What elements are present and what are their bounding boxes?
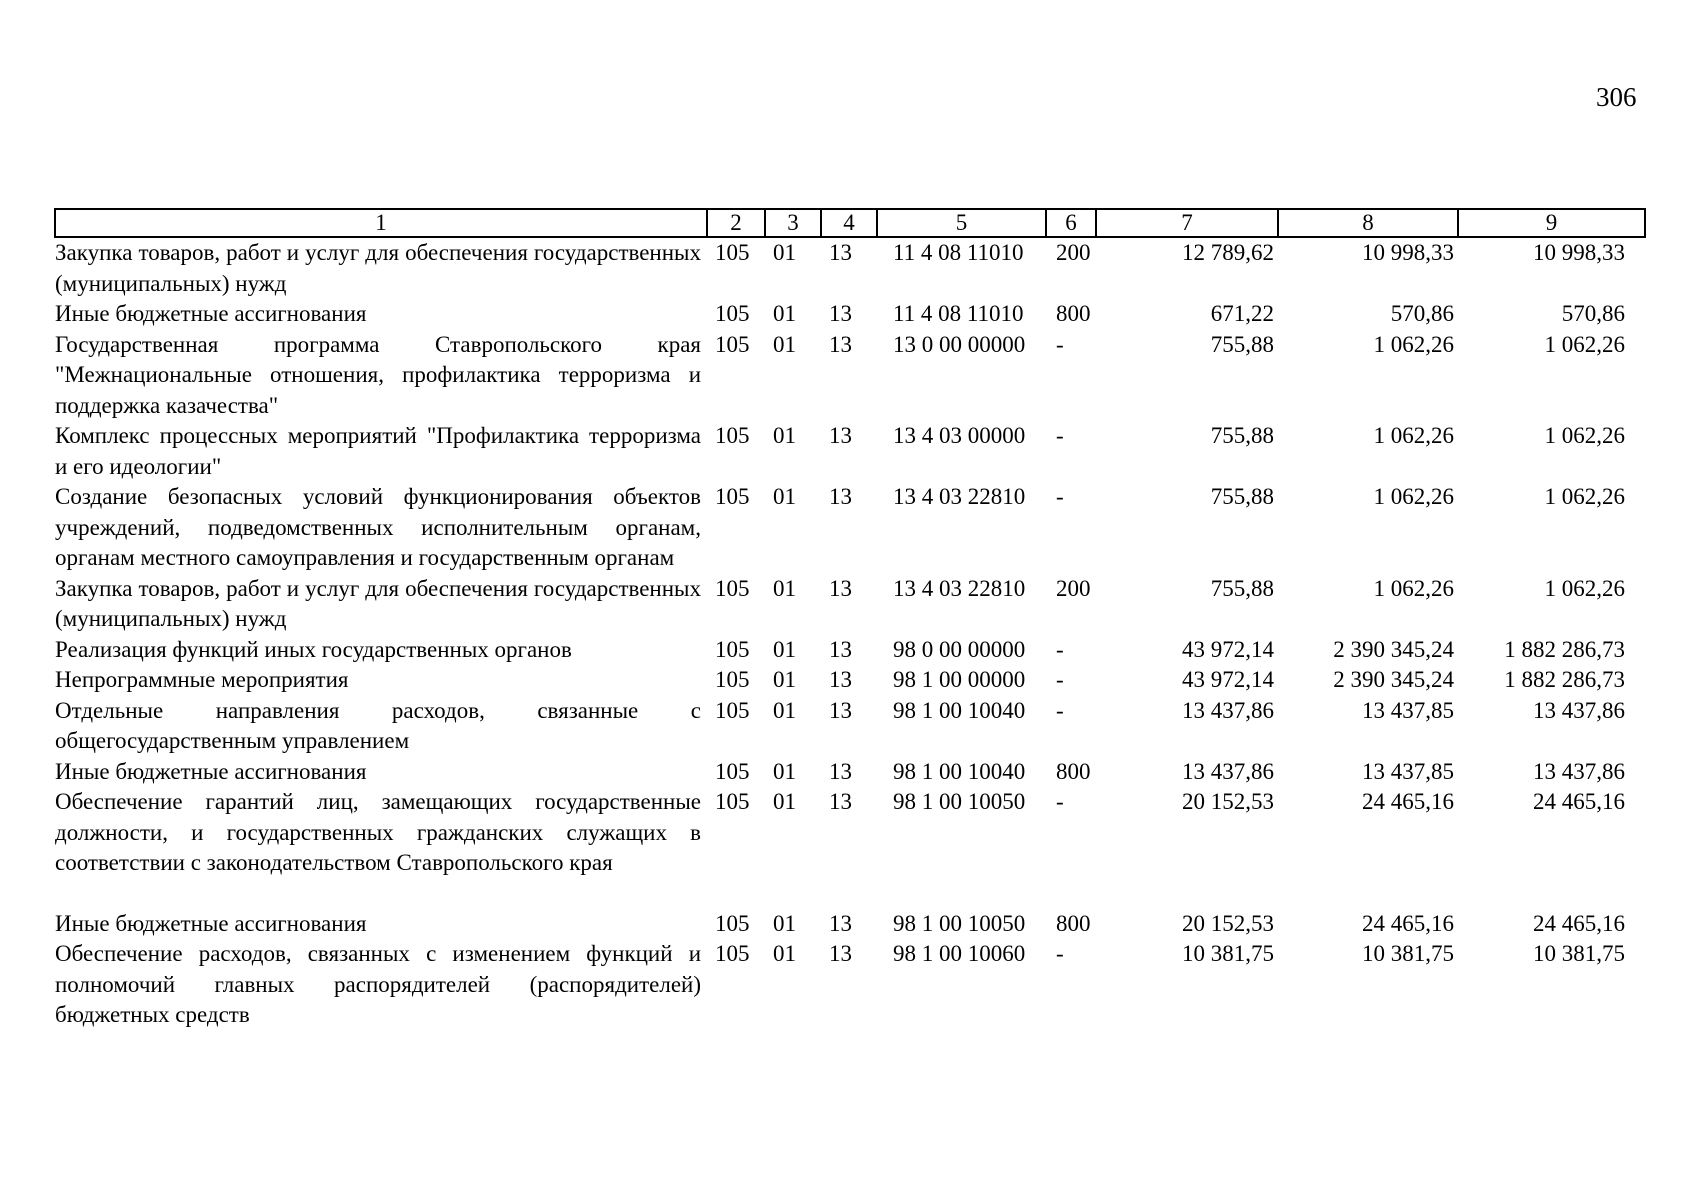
subsection-code: 13 [829,301,852,326]
expense-name: Непрограммные мероприятия [55,667,349,692]
amount-col-9: 1 882 286,73 [1504,667,1625,692]
amount-col-8: 1 062,26 [1373,484,1454,509]
target-article-code: 11 4 08 11010 [893,301,1024,326]
target-article-code: 11 4 08 11010 [893,240,1024,265]
section-code: 01 [773,301,796,326]
subsection-code: 13 [829,789,852,814]
target-article-code: 13 4 03 22810 [893,484,1026,509]
amount-col-8: 10 998,33 [1362,240,1454,265]
column-header: 6 [1046,209,1096,237]
subsection-code: 13 [829,240,852,265]
ministry-code: 105 [715,758,750,784]
section-code: 01 [773,758,796,784]
section-code: 01 [773,941,796,966]
section-code: 01 [773,484,796,509]
subsection-code: 13 [829,423,852,448]
expense-name: Обеспечение гарантий лиц, замещающих государственные должности, и государственных гражданских служащих в соответствии с законодательством Ставропольского края [55,789,701,875]
column-header: 3 [765,209,821,237]
expense-type-code: - [1056,941,1064,966]
ministry-code: 105 [715,331,750,357]
amount-col-7: 671,22 [1210,301,1274,326]
amount-col-7: 755,88 [1210,331,1274,357]
expense-name: Обеспечение расходов, связанных с изменением функций и полномочий главных распорядителей (распорядителей) бюджетных средств [55,941,701,1027]
expense-type-code: 800 [1056,758,1091,784]
expense-name: Государственная программа Ставропольского края "Межнациональные отношения, профилактика терроризма и поддержка казачества" [55,331,701,418]
section-code: 01 [773,667,796,692]
ministry-code: 105 [715,240,750,265]
target-article-code: 98 1 00 10050 [893,910,1026,936]
expense-name: Иные бюджетные ассигнования [55,910,367,936]
amount-col-7: 20 152,53 [1182,789,1274,814]
ministry-code: 105 [715,575,750,601]
column-header: 9 [1458,209,1645,237]
expense-name: Отдельные направления расходов, связанные с общегосударственным управлением [55,697,701,753]
expense-type-code: - [1056,331,1064,357]
expense-type-code: - [1056,667,1064,692]
expense-type-code: 800 [1056,301,1091,326]
ministry-code: 105 [715,423,750,448]
table-row [55,482,1645,574]
amount-col-8: 10 381,75 [1362,941,1454,966]
target-article-code: 13 4 03 22810 [893,575,1026,601]
amount-col-7: 43 972,14 [1182,636,1274,662]
section-code: 01 [773,423,796,448]
expense-type-code: 200 [1056,575,1091,601]
amount-col-7: 755,88 [1210,484,1274,509]
table-row [55,909,1645,940]
section-code: 01 [773,331,796,357]
ministry-code: 105 [715,484,750,509]
target-article-code: 98 1 00 10040 [893,697,1026,723]
expense-type-code: 800 [1056,910,1091,936]
section-code: 01 [773,636,796,662]
target-article-code: 13 4 03 00000 [893,423,1026,448]
page-number: 306 [1596,82,1637,112]
subsection-code: 13 [829,331,852,357]
amount-col-9: 24 465,16 [1533,789,1625,814]
expense-type-code: - [1056,697,1064,723]
target-article-code: 98 1 00 10040 [893,758,1026,784]
section-code: 01 [773,697,796,723]
amount-col-7: 20 152,53 [1182,910,1274,936]
ministry-code: 105 [715,636,750,662]
amount-col-9: 1 062,26 [1544,423,1625,448]
amount-col-7: 755,88 [1210,423,1274,448]
amount-col-8: 2 390 345,24 [1333,667,1454,692]
table-row [55,330,1645,422]
target-article-code: 98 1 00 00000 [893,667,1026,692]
amount-col-9: 24 465,16 [1533,910,1625,936]
amount-col-8: 24 465,16 [1362,789,1454,814]
table-row [55,574,1645,635]
amount-col-9: 1 062,26 [1544,331,1625,357]
amount-col-7: 10 381,75 [1182,941,1274,966]
table-row [55,787,1645,879]
amount-col-9: 10 381,75 [1533,941,1625,966]
subsection-code: 13 [829,636,852,662]
amount-col-9: 1 062,26 [1544,484,1625,509]
subsection-code: 13 [829,697,852,723]
subsection-code: 13 [829,484,852,509]
spacer-cell [55,879,1645,909]
amount-col-8: 570,86 [1390,301,1454,326]
budget-table [54,208,1646,1031]
column-header: 4 [821,209,877,237]
section-code: 01 [773,789,796,814]
ministry-code: 105 [715,941,750,966]
subsection-code: 13 [829,758,852,784]
target-article-code: 98 1 00 10060 [893,941,1026,966]
section-code: 01 [773,575,796,601]
ministry-code: 105 [715,697,750,723]
expense-name: Создание безопасных условий функционирования объектов учреждений, подведомственных исполнительным органам, органам местного самоуправления и государственным органам [55,484,701,570]
column-header: 1 [55,209,707,237]
target-article-code: 13 0 00 00000 [893,331,1026,357]
amount-col-7: 13 437,86 [1182,758,1274,784]
table-row [55,665,1645,696]
section-code: 01 [773,240,796,265]
expense-type-code: - [1056,636,1064,662]
amount-col-7: 755,88 [1210,575,1274,601]
expense-name: Закупка товаров, работ и услуг для обеспечения государственных (муниципальных) нужд [55,575,701,631]
table-body [55,237,1645,1031]
amount-col-8: 1 062,26 [1373,575,1454,601]
expense-name: Закупка товаров, работ и услуг для обеспечения государственных (муниципальных) нужд [55,240,701,296]
subsection-code: 13 [829,910,852,936]
amount-col-9: 1 062,26 [1544,575,1625,601]
subsection-code: 13 [829,575,852,601]
ministry-code: 105 [715,667,750,692]
amount-col-9: 570,86 [1561,301,1625,326]
table-row [55,299,1645,330]
column-header: 5 [877,209,1046,237]
table-row [55,696,1645,757]
expense-type-code: - [1056,423,1064,448]
amount-col-9: 10 998,33 [1533,240,1625,265]
ministry-code: 105 [715,789,750,814]
section-code: 01 [773,910,796,936]
amount-col-7: 43 972,14 [1182,667,1274,692]
amount-col-8: 13 437,85 [1362,697,1454,723]
expense-name: Иные бюджетные ассигнования [55,758,367,784]
subsection-code: 13 [829,667,852,692]
subsection-code: 13 [829,941,852,966]
ministry-code: 105 [715,301,750,326]
expense-name: Реализация функций иных государственных органов [55,636,572,662]
amount-col-8: 24 465,16 [1362,910,1454,936]
expense-type-code: 200 [1056,240,1091,265]
amount-col-8: 1 062,26 [1373,423,1454,448]
amount-col-9: 13 437,86 [1533,697,1625,723]
amount-col-7: 12 789,62 [1182,240,1274,265]
amount-col-8: 2 390 345,24 [1333,636,1454,662]
expense-type-code: - [1056,484,1064,509]
table-row [55,939,1645,1031]
amount-col-7: 13 437,86 [1182,697,1274,723]
table-row [55,237,1645,299]
spacer-row [55,879,1645,909]
table-row [55,635,1645,666]
expense-name: Иные бюджетные ассигнования [55,301,367,326]
target-article-code: 98 0 00 00000 [893,636,1026,662]
amount-col-9: 13 437,86 [1533,758,1625,784]
amount-col-9: 1 882 286,73 [1504,636,1625,662]
target-article-code: 98 1 00 10050 [893,789,1026,814]
expense-type-code: - [1056,789,1064,814]
table-header-row [55,209,1645,237]
amount-col-8: 1 062,26 [1373,331,1454,357]
table-row [55,757,1645,788]
column-header: 8 [1278,209,1458,237]
table-row [55,421,1645,482]
expense-name: Комплекс процессных мероприятий "Профилактика терроризма и его идеологии" [55,423,701,479]
column-header: 7 [1096,209,1278,237]
column-header: 2 [707,209,765,237]
ministry-code: 105 [715,910,750,936]
amount-col-8: 13 437,85 [1362,758,1454,784]
